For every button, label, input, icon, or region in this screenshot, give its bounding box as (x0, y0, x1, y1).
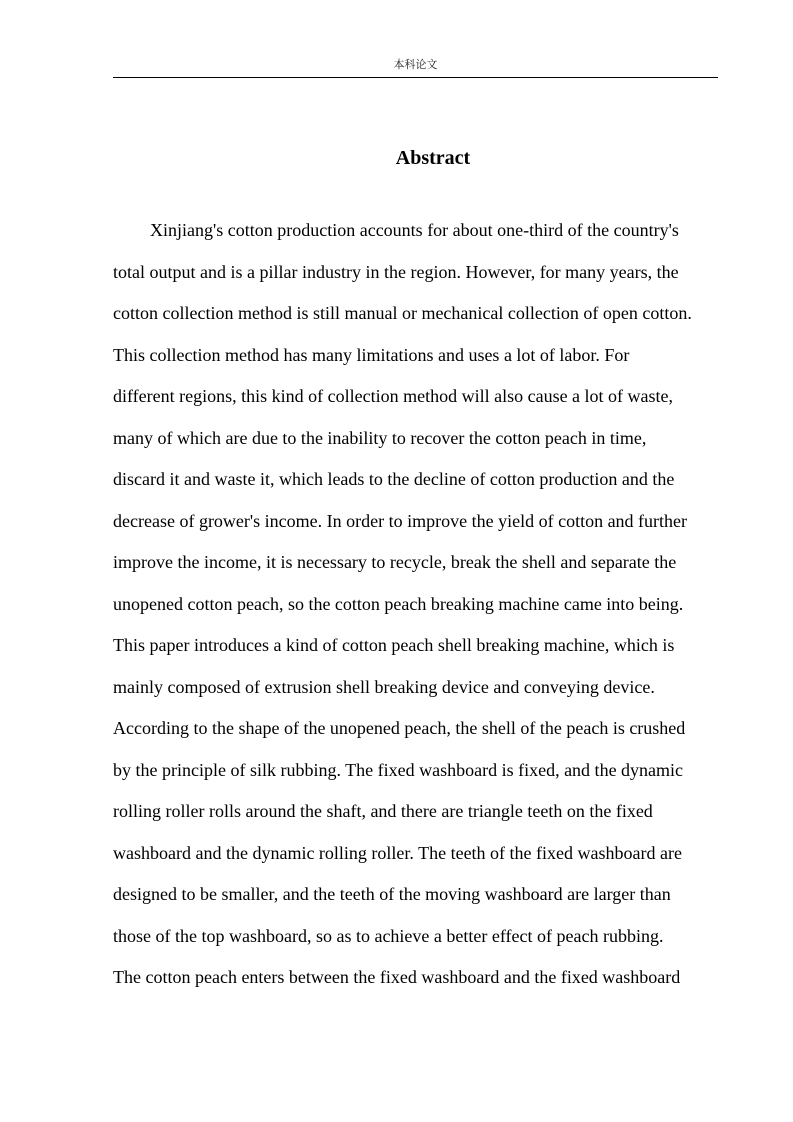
paragraph-line: those of the top washboard, so as to achieve a better effect of peach rubbing. (113, 926, 664, 946)
paragraph-line: Xinjiang's cotton production accounts for about one-third of the country's (150, 220, 679, 240)
paragraph-line: total output and is a pillar industry in the region. However, for many years, the (113, 262, 679, 282)
paragraph-line: According to the shape of the unopened peach, the shell of the peach is crushed (113, 718, 686, 738)
paragraph-line: This collection method has many limitations and uses a lot of labor. For (113, 345, 630, 365)
page-header (113, 56, 718, 78)
paragraph-line: discard it and waste it, which leads to the decline of cotton production and the (113, 469, 675, 489)
paragraph-line: cotton collection method is still manual or mechanical collection of open cotton. (113, 303, 692, 323)
running-header: 本科论文 (393, 58, 438, 71)
paragraph-line: many of which are due to the inability to recover the cotton peach in time, (113, 428, 647, 448)
paragraph-line: This paper introduces a kind of cotton peach shell breaking machine, which is (113, 635, 675, 655)
paragraph-line: unopened cotton peach, so the cotton peach breaking machine came into being. (113, 594, 684, 614)
paragraph-line: decrease of grower's income. In order to improve the yield of cotton and further (113, 511, 688, 531)
paragraph-line: washboard and the dynamic rolling roller. The teeth of the fixed washboard are (113, 843, 682, 863)
paragraph-line: rolling roller rolls around the shaft, and there are triangle teeth on the fixed (113, 801, 653, 821)
section-title: Abstract (395, 147, 471, 169)
paragraph-line: mainly composed of extrusion shell breaking device and conveying device. (113, 677, 655, 697)
paragraph-line: The cotton peach enters between the fixed washboard and the fixed washboard (113, 967, 681, 987)
paragraph-line: designed to be smaller, and the teeth of the moving washboard are larger than (113, 884, 671, 904)
paragraph-line: by the principle of silk rubbing. The fixed washboard is fixed, and the dynamic (113, 760, 684, 780)
paragraph-line: different regions, this kind of collection method will also cause a lot of waste, (113, 386, 674, 406)
paragraph-line: improve the income, it is necessary to recycle, break the shell and separate the (113, 552, 677, 572)
